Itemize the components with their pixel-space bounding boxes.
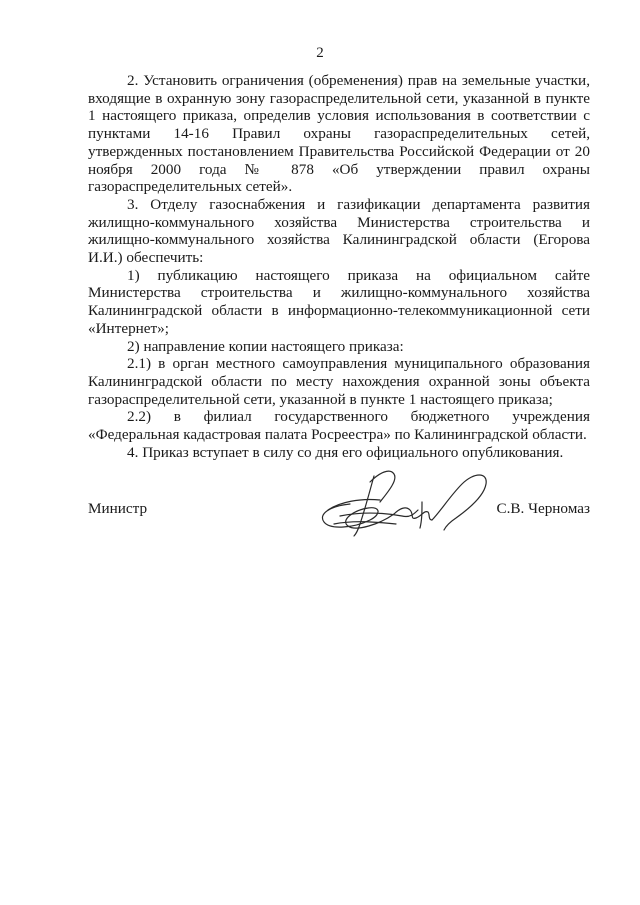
paragraph-item-4: 4. Приказ вступает в силу со дня его официального опубликования. xyxy=(127,443,564,461)
page-number: 2 xyxy=(316,45,324,61)
document-body xyxy=(88,72,590,461)
paragraph-subitem-2: 2) направление копии настоящего приказа: xyxy=(127,337,404,355)
signatory-title: Министр xyxy=(88,500,148,517)
paragraph-subitem-1: 1) публикацию настоящего приказа на официальном сайте Министерства строительства и жилищно-коммунального хозяйства Калининградской области в информационно-телекоммуникационной сети «Интернет»; xyxy=(88,266,590,337)
paragraph-subitem-2-2: 2.2) в филиал государственного бюджетного учреждения «Федеральная кадастровая палата Росреестра» по Калининградской области. xyxy=(88,408,590,444)
signatory-name: С.В. Черномаз xyxy=(496,500,590,517)
paragraph-item-3: 3. Отделу газоснабжения и газификации департамента развития жилищно-коммунального хозяйства Министерства строительства и жилищно-коммунального хозяйства Калининградской области (Егорова И.И.) обеспечить: xyxy=(88,195,590,267)
signature-block xyxy=(88,500,590,524)
paragraph-subitem-2-1: 2.1) в орган местного самоуправления муниципального образования Калининградской области по месту нахождения охранной зоны объекта газораспределительной сети, указанной в пункте 1 настоящего приказа; xyxy=(88,355,590,408)
paragraph-item-2: 2. Установить ограничения (обременения) прав на земельные участки, входящие в охранную зону газораспределительной сети, указанной в пункте 1 настоящего приказа, определив условия использования в соответствии с пунктами 14-16 Правил охраны газораспределительных сетей, утвержденных постановлением Правительства Российской Федерации от 20 ноября 2000 года № 878 «Об утверждении правил охраны газораспределительных сетей». xyxy=(88,72,590,196)
